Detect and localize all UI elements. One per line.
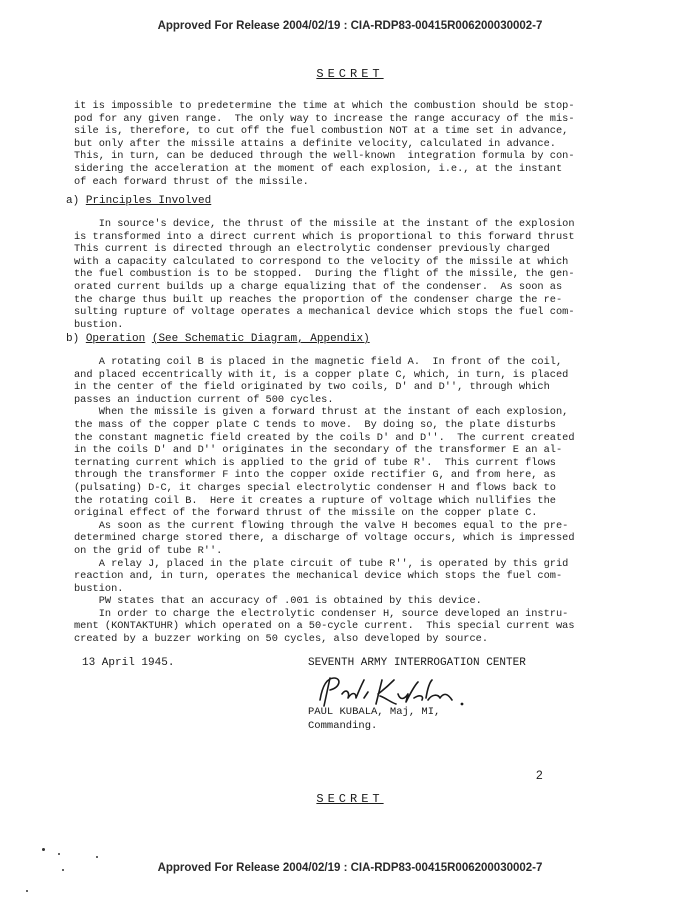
intro-paragraph: it is impossible to predetermine the time at which the combustion should be stop- pod for any given range. The only way to increase the range accuracy of the mis- sile is, therefore, to cut off the fuel combustion NOT at a time set in advance, but only after the missile attains a definite velocity, calculated in advance. This, in turn, can be deduced through the well-known integration formula by con- sidering the acceleration at the moment of each explosion, i.e., at the instant of each forward thrust of the missile. xyxy=(74,100,575,188)
classification-top: SECRET xyxy=(316,67,384,81)
release-header: Approved For Release 2004/02/19 : CIA-RDP83-00415R006200030002-7 xyxy=(157,20,543,32)
signer-title: Commanding. xyxy=(308,720,378,732)
page-number: 2 xyxy=(536,768,543,782)
section-b-heading xyxy=(66,333,370,345)
section-b-title: Operation xyxy=(85,333,146,345)
section-a-title: Principles Involved xyxy=(85,195,212,207)
organization-name: SEVENTH ARMY INTERROGATION CENTER xyxy=(308,657,526,669)
scan-speck xyxy=(26,890,28,892)
scan-speck xyxy=(96,856,98,858)
section-b-body: A rotating coil B is placed in the magnetic field A. In front of the coil, and placed eccentrically with it, is a copper plate C, which, in turn, is placed in the center of the field originated by two coils, D' and D'', through which passes an induction current of 500 cycles. When the missile is given a forward thrust at the instant of each explosion, the mass of the copper plate C tends to move. By doing so, the plate disturbs the constant magnetic field created by the coils D' and D''. The current created in the coils D' and D'' originates in the secondary of the transformer E an al- ternating current which is applied to the grid of tube R'. This current flows through the transformer F into the copper oxide rectifier G, and from here, as (pulsating) D-C, it charges special electrolytic condenser H and flows back to the rotating coil B. Here it creates a rupture of voltage which nullifies the original effect of the forward thrust of the missile on the copper plate C. As soon as the current flowing through the valve H becomes equal to the pre- determined charge stored there, a discharge of voltage occurs, which is impressed on the grid of tube R''. A relay J, placed in the plate circuit of tube R'', is operated by this grid reaction and, in turn, operates the mechanical device which stops the fuel com- bustion. PW states that an accuracy of .001 is obtained by this device. In order to charge the electrolytic condenser H, source developed an instru- ment (KONTAKTUHR) which operated on a 50-cycle current. This special current was created by a buzzer working on 50 cycles, also developed by source. xyxy=(74,356,575,646)
document-date: 13 April 1945. xyxy=(82,657,175,669)
scan-speck xyxy=(42,848,45,851)
release-footer: Approved For Release 2004/02/19 : CIA-RDP83-00415R006200030002-7 xyxy=(157,862,543,874)
section-a-heading xyxy=(66,195,211,207)
section-a-body: In source's device, the thrust of the missile at the instant of the explosion is transformed into a direct current which is proportional to this forward thrust This current is directed through an electrolytic condenser previously charged with a capacity calculated to correspond to the velocity of the missile at which the fuel combustion is to be stopped. During the flight of the missile, the gen- orated current builds up a charge equalizing that of the condenser. As soon as the charge thus built up reaches the proportion of the condenser charge the re- sulting rupture of voltage operates a mechanical device which stops the fuel com- bustion. xyxy=(74,218,575,331)
section-a-marker: a) xyxy=(66,195,80,207)
signer-name: PAUL KUBALA, Maj, MI, xyxy=(308,706,441,718)
section-b-marker: b) xyxy=(66,333,80,345)
classification-bottom: SECRET xyxy=(316,792,384,806)
section-b-subtitle: (See Schematic Diagram, Appendix) xyxy=(151,333,370,345)
scan-speck xyxy=(58,853,60,855)
